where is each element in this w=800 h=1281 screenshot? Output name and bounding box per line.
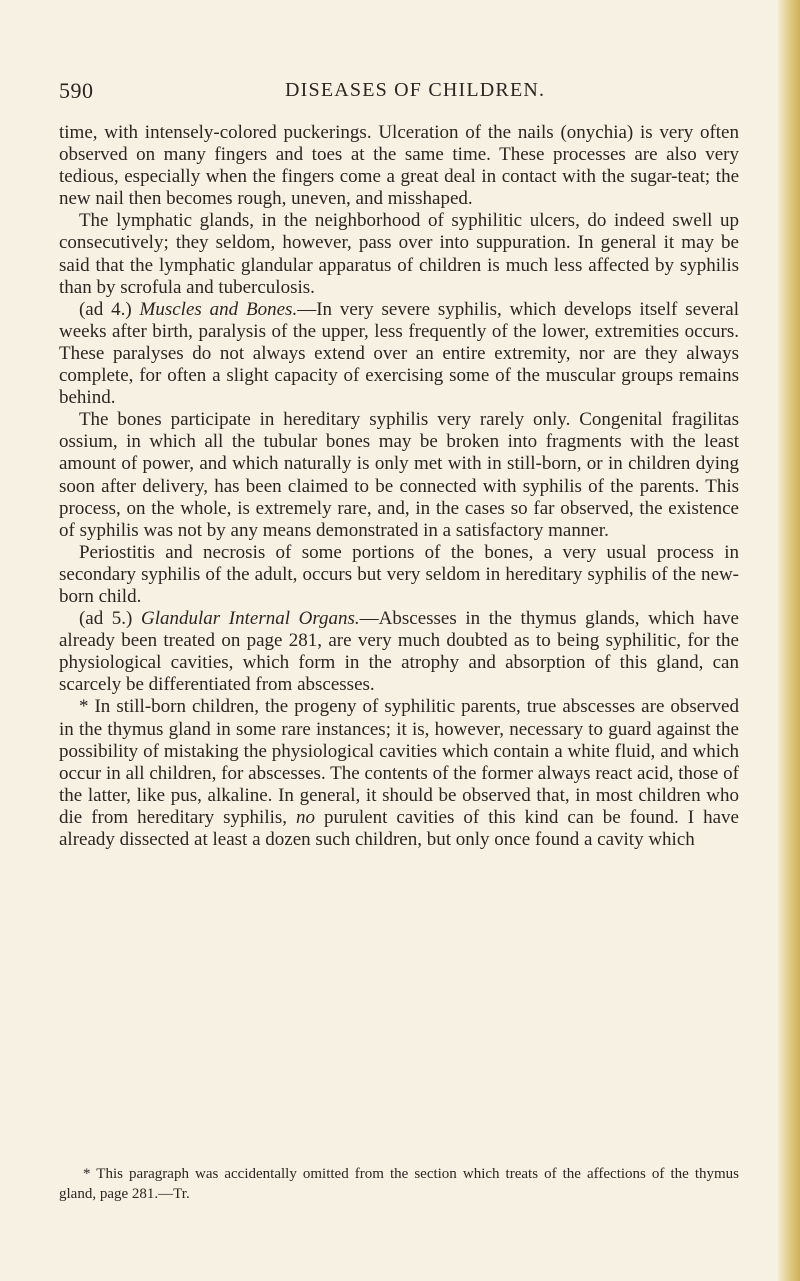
running-title: DISEASES OF CHILDREN. [285,79,546,101]
page-header [59,78,739,108]
paragraph-bones: The bones participate in hereditary syphilis very rarely only. Congenital fragilitas ossium, in which all the tubular bones may be broken into fragments with the least amount of power, and which naturally is only met with in still-born, or in children dying soon after delivery, has been claimed to be connected with syphilis of the parents. This process, on the whole, is extremely rare, and, in the cases so far observed, the existence of syphilis was not by any means demonstrated in a satisfactory manner. [59,409,739,541]
paragraph-text: —Abscesses in the thymus glands, which have already been treated on page 281, are very much doubted as to being syphilitic, for the physiological cavities, which form in the atrophy and absorption of this gland, can scarcely be differentiated from abscesses. [59,608,739,696]
paragraph-muscles-bones [59,299,739,409]
paragraph-nails: time, with intensely-colored puckerings. Ulceration of the nails (onychia) is very often observed on many fingers and toes at the same time. These processes are also very tedious, especially when the fingers come a great deal in contact with the sugar-teat; the new nail then becomes rough, uneven, and misshaped. [59,122,739,210]
paragraph-text: —In very severe syphilis, which develops itself several weeks after birth, paralysis of the upper, less frequently of the lower, extremities occurs. These paralyses do not always extend over an entire extremity, nor are they always complete, for often a slight capacity of exercising some of the muscular groups remains behind. [59,298,740,409]
paragraph-lymphatic-glands: The lymphatic glands, in the neighborhood of syphilitic ulcers, do indeed swell up consecutively; they seldom, however, pass over into suppuration. In general it may be said that the lymphatic glandular apparatus of children is much less affected by syphilis than by scrofula and tuberculosis. [59,210,739,298]
footnote [59,1164,739,1204]
emphasis-no: no [296,806,316,828]
section-heading-muscles-bones: Muscles and Bones. [139,298,298,320]
body-text [59,122,739,851]
section-marker: (ad 5.) [78,608,141,630]
paragraph-text: purulent cavities of this kind can be found. I have already dissected at least a dozen such children, but only once found a cavity which [59,806,739,850]
section-heading-glandular-organs: Glandular Internal Organs. [141,608,360,630]
footnote-text: * This paragraph was accidentally omitted from the section which treats of the affections of the thymus gland, page 281.—Tr. [59,1166,739,1202]
paragraph-thymus-abscesses [59,696,739,851]
page-edge [778,0,800,1281]
paragraph-glandular-organs [59,608,739,696]
section-marker: (ad 4.) [78,298,140,320]
page-number: 590 [59,78,94,103]
paragraph-periostitis: Periostitis and necrosis of some portions of the bones, a very usual process in secondary syphilis of the adult, occurs but very seldom in hereditary syphilis of the new-born child. [59,541,739,607]
paragraph-text: * In still-born children, the progeny of syphilitic parents, true abscesses are observed in the thymus gland in some rare instances; it is, however, necessary to guard against the possibility of mistaking the physiological cavities which contain a white fluid, and which occur in all children, for abscesses. The contents of the former always react acid, those of the latter, like pus, alkaline. In general, it should be observed that, in most children who die from hereditary syphilis, [59,696,739,828]
